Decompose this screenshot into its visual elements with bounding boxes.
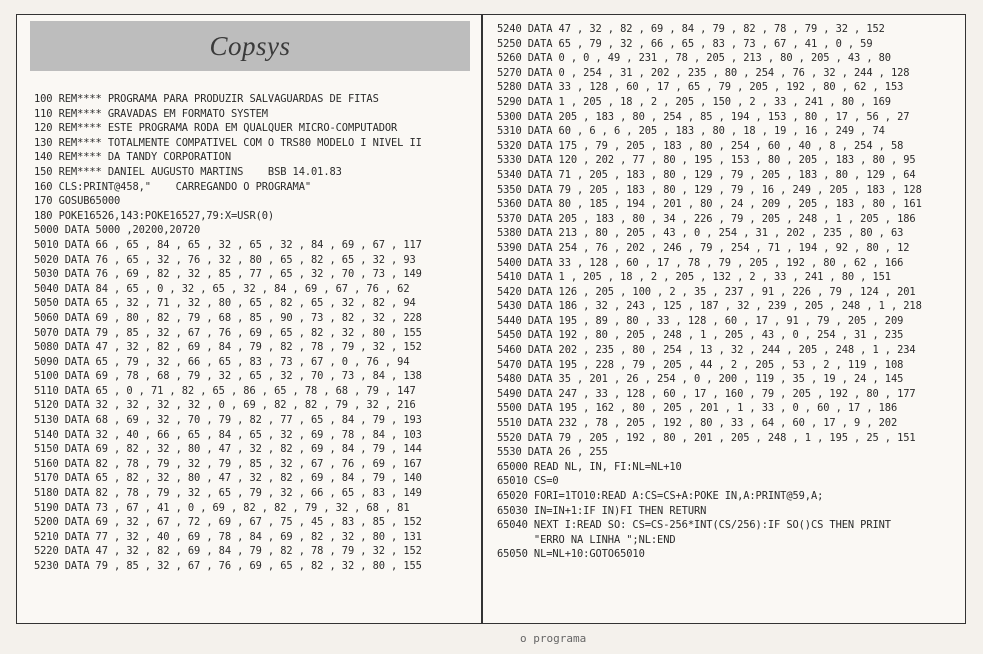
code-line: 5200 DATA 69 , 32 , 67 , 72 , 69 , 67 , 75 , 45 , 83 , 85 , 152 — [34, 516, 422, 529]
code-line: 5320 DATA 175 , 79 , 205 , 183 , 80 , 254 , 60 , 40 , 8 , 254 , 58 — [497, 139, 904, 152]
code-line: 120 REM**** ESTE PROGRAMA RODA EM QUALQUER MICRO-COMPUTADOR — [34, 122, 398, 135]
code-line: 5270 DATA 0 , 254 , 31 , 202 , 235 , 80 , 254 , 76 , 32 , 244 , 128 — [497, 66, 910, 79]
code-line: 5310 DATA 60 , 6 , 6 , 205 , 183 , 80 , 18 , 19 , 16 , 249 , 74 — [497, 125, 885, 138]
code-line: 5080 DATA 47 , 32 , 82 , 69 , 84 , 79 , 82 , 78 , 79 , 32 , 152 — [34, 341, 422, 354]
code-line: 5110 DATA 65 , 0 , 71 , 82 , 65 , 86 , 65 , 78 , 68 , 79 , 147 — [34, 384, 416, 397]
code-line: 5480 DATA 35 , 201 , 26 , 254 , 0 , 200 , 119 , 35 , 19 , 24 , 145 — [497, 373, 904, 386]
bottom-text-fragment: o programa — [520, 632, 587, 645]
code-line: 5090 DATA 65 , 79 , 32 , 66 , 65 , 83 , 73 , 67 , 0 , 76 , 94 — [34, 355, 410, 368]
code-line: 5450 DATA 192 , 80 , 205 , 248 , 1 , 205 , 43 , 0 , 254 , 31 , 235 — [497, 329, 904, 342]
code-line: 5530 DATA 26 , 255 — [497, 446, 608, 459]
code-line: 5050 DATA 65 , 32 , 71 , 32 , 80 , 65 , 82 , 65 , 32 , 82 , 94 — [34, 297, 416, 310]
code-line: 5470 DATA 195 , 228 , 79 , 205 , 44 , 2 , 205 , 53 , 2 , 119 , 108 — [497, 358, 904, 371]
code-line: 170 GOSUB65000 — [34, 195, 121, 208]
code-line: 5030 DATA 76 , 69 , 82 , 32 , 85 , 77 , 65 , 32 , 70 , 73 , 149 — [34, 268, 422, 281]
code-line: 65010 CS=0 — [497, 475, 559, 488]
code-line: 5120 DATA 32 , 32 , 32 , 32 , 0 , 69 , 82 , 82 , 79 , 32 , 216 — [34, 399, 416, 412]
code-line: 130 REM**** TOTALMENTE COMPATIVEL COM O TRS80 MODELO I NIVEL II — [34, 136, 422, 149]
code-line: 5400 DATA 33 , 128 , 60 , 17 , 78 , 79 , 205 , 192 , 80 , 62 , 166 — [497, 256, 904, 269]
code-line: 5420 DATA 126 , 205 , 100 , 2 , 35 , 237 , 91 , 226 , 79 , 124 , 201 — [497, 285, 916, 298]
code-line: 5360 DATA 80 , 185 , 194 , 201 , 80 , 24 , 209 , 205 , 183 , 80 , 161 — [497, 198, 922, 211]
code-line: 5240 DATA 47 , 32 , 82 , 69 , 84 , 79 , 82 , 78 , 79 , 32 , 152 — [497, 23, 885, 35]
code-line: 5070 DATA 79 , 85 , 32 , 67 , 76 , 69 , 65 , 82 , 32 , 80 , 155 — [34, 326, 422, 339]
code-line: 180 POKE16526,143:POKE16527,79:X=USR(0) — [34, 209, 275, 222]
code-line: 5510 DATA 232 , 78 , 205 , 192 , 80 , 33 , 64 , 60 , 17 , 9 , 202 — [497, 417, 898, 430]
code-line: 5370 DATA 205 , 183 , 80 , 34 , 226 , 79 , 205 , 248 , 1 , 205 , 186 — [497, 212, 916, 225]
code-line: 5460 DATA 202 , 235 , 80 , 254 , 13 , 32 , 244 , 205 , 248 , 1 , 234 — [497, 344, 916, 357]
code-line: 5000 DATA 5000 ,20200,20720 — [34, 224, 201, 237]
code-line: 5220 DATA 47 , 32 , 82 , 69 , 84 , 79 , 82 , 78 , 79 , 32 , 152 — [34, 545, 422, 558]
right-code-column — [497, 22, 959, 562]
code-line: 65020 FORI=1TO10:READ A:CS=CS+A:POKE IN,A:PRINT@59,A; — [497, 490, 824, 502]
code-line: 5290 DATA 1 , 205 , 18 , 2 , 205 , 150 , 2 , 33 , 241 , 80 , 169 — [497, 95, 891, 108]
code-line: 5490 DATA 247 , 33 , 128 , 60 , 17 , 160 , 79 , 205 , 192 , 80 , 177 — [497, 387, 916, 400]
left-code-column — [34, 92, 474, 574]
code-line: 65030 IN=IN+1:IF IN)FI THEN RETURN — [497, 504, 707, 517]
code-line: 65050 NL=NL+10:GOTO65010 — [497, 548, 645, 561]
code-line: 5410 DATA 1 , 205 , 18 , 2 , 205 , 132 , 2 , 33 , 241 , 80 , 151 — [497, 271, 891, 284]
code-line: 5520 DATA 79 , 205 , 192 , 80 , 201 , 205 , 248 , 1 , 195 , 25 , 151 — [497, 431, 916, 444]
code-line: 5380 DATA 213 , 80 , 205 , 43 , 0 , 254 , 31 , 202 , 235 , 80 , 63 — [497, 227, 904, 240]
code-line: 5340 DATA 71 , 205 , 183 , 80 , 129 , 79 , 205 , 183 , 80 , 129 , 64 — [497, 168, 916, 181]
code-line: 160 CLS:PRINT@458," CARREGANDO O PROGRAMA" — [34, 180, 312, 193]
code-line: 5100 DATA 69 , 78 , 68 , 79 , 32 , 65 , 32 , 70 , 73 , 84 , 138 — [34, 370, 422, 383]
code-line: 5300 DATA 205 , 183 , 80 , 254 , 85 , 194 , 153 , 80 , 17 , 56 , 27 — [497, 110, 910, 123]
code-line: 5280 DATA 33 , 128 , 60 , 17 , 65 , 79 , 205 , 192 , 80 , 62 , 153 — [497, 81, 904, 94]
title-banner — [30, 21, 470, 71]
page-title: Copsys — [209, 30, 291, 61]
code-line: 5210 DATA 77 , 32 , 40 , 69 , 78 , 84 , 69 , 82 , 32 , 80 , 131 — [34, 530, 422, 543]
code-line: 5180 DATA 82 , 78 , 79 , 32 , 65 , 79 , 32 , 66 , 65 , 83 , 149 — [34, 487, 422, 500]
code-line: 5020 DATA 76 , 65 , 32 , 76 , 32 , 80 , 65 , 82 , 65 , 32 , 93 — [34, 253, 416, 266]
code-line: "ERRO NA LINHA ";NL:END — [497, 533, 676, 546]
code-line: 100 REM**** PROGRAMA PARA PRODUZIR SALVAGUARDAS DE FITAS — [34, 93, 379, 105]
code-line: 5500 DATA 195 , 162 , 80 , 205 , 201 , 1 , 33 , 0 , 60 , 17 , 186 — [497, 402, 898, 415]
code-line: 5250 DATA 65 , 79 , 32 , 66 , 65 , 83 , 73 , 67 , 41 , 0 , 59 — [497, 37, 873, 50]
code-line: 5330 DATA 120 , 202 , 77 , 80 , 195 , 153 , 80 , 205 , 183 , 80 , 95 — [497, 154, 916, 167]
code-line: 5350 DATA 79 , 205 , 183 , 80 , 129 , 79 , 16 , 249 , 205 , 183 , 128 — [497, 183, 922, 196]
code-line: 5060 DATA 69 , 80 , 82 , 79 , 68 , 85 , 90 , 73 , 82 , 32 , 228 — [34, 311, 422, 324]
code-line: 5130 DATA 68 , 69 , 32 , 70 , 79 , 82 , 77 , 65 , 84 , 79 , 193 — [34, 414, 422, 427]
code-line: 5440 DATA 195 , 89 , 80 , 33 , 128 , 60 , 17 , 91 , 79 , 205 , 209 — [497, 314, 904, 327]
code-line: 5390 DATA 254 , 76 , 202 , 246 , 79 , 254 , 71 , 194 , 92 , 80 , 12 — [497, 241, 910, 254]
code-line: 5170 DATA 65 , 82 , 32 , 80 , 47 , 32 , 82 , 69 , 84 , 79 , 140 — [34, 472, 422, 485]
code-line: 5150 DATA 69 , 82 , 32 , 80 , 47 , 32 , 82 , 69 , 84 , 79 , 144 — [34, 443, 422, 456]
code-line: 5140 DATA 32 , 40 , 66 , 65 , 84 , 65 , 32 , 69 , 78 , 84 , 103 — [34, 428, 422, 441]
code-line: 110 REM**** GRAVADAS EM FORMATO SYSTEM — [34, 107, 268, 120]
column-divider — [481, 14, 483, 624]
code-line: 5230 DATA 79 , 85 , 32 , 67 , 76 , 69 , 65 , 82 , 32 , 80 , 155 — [34, 560, 422, 572]
code-line: 140 REM**** DA TANDY CORPORATION — [34, 151, 231, 164]
code-line: 150 REM**** DANIEL AUGUSTO MARTINS BSB 14.01.83 — [34, 165, 342, 178]
code-line: 5010 DATA 66 , 65 , 84 , 65 , 32 , 65 , 32 , 84 , 69 , 67 , 117 — [34, 238, 422, 251]
code-line: 5040 DATA 84 , 65 , 0 , 32 , 65 , 32 , 84 , 69 , 67 , 76 , 62 — [34, 282, 410, 295]
code-line: 65000 READ NL, IN, FI:NL=NL+10 — [497, 460, 682, 473]
code-line: 5190 DATA 73 , 67 , 41 , 0 , 69 , 82 , 82 , 79 , 32 , 68 , 81 — [34, 501, 410, 514]
code-line: 5260 DATA 0 , 0 , 49 , 231 , 78 , 205 , 213 , 80 , 205 , 43 , 80 — [497, 52, 891, 65]
code-line: 5430 DATA 186 , 32 , 243 , 125 , 187 , 32 , 239 , 205 , 248 , 1 , 218 — [497, 300, 922, 313]
code-line: 5160 DATA 82 , 78 , 79 , 32 , 79 , 85 , 32 , 67 , 76 , 69 , 167 — [34, 457, 422, 470]
code-line: 65040 NEXT I:READ SO: CS=CS-256*INT(CS/256):IF SO()CS THEN PRINT — [497, 519, 891, 532]
